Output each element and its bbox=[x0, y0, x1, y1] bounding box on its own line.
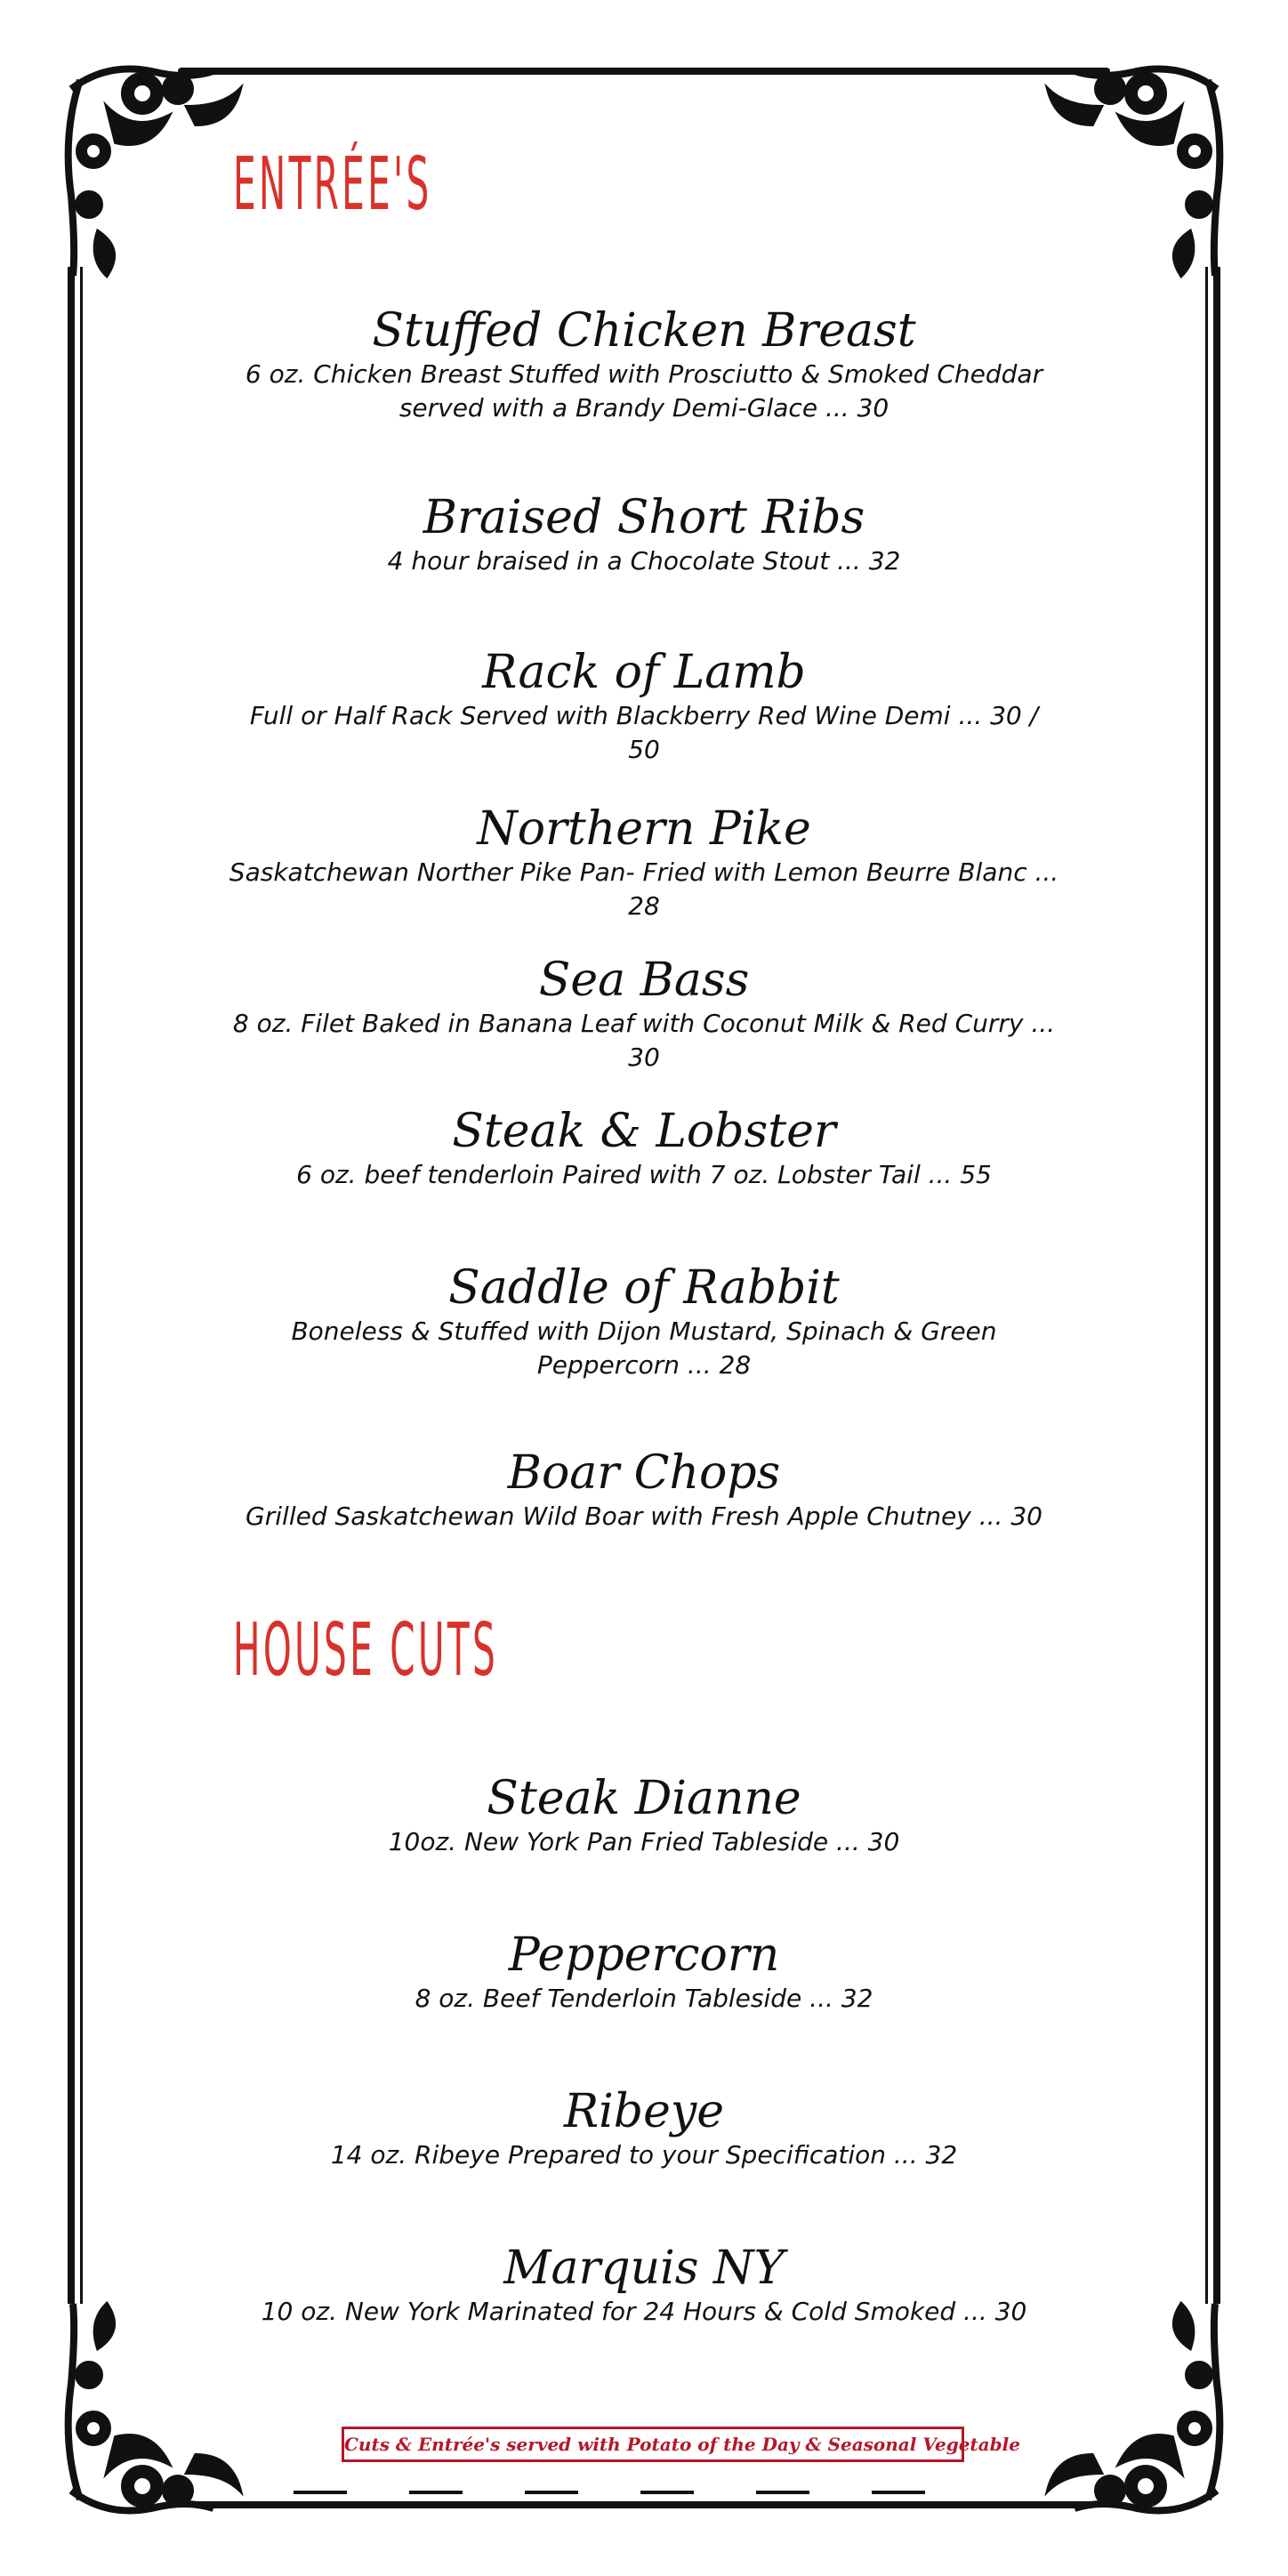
menu-item bbox=[178, 1772, 1110, 1859]
menu-item-name: Steak Dianne bbox=[487, 1772, 801, 1825]
frame-right-inner-border bbox=[1205, 267, 1208, 2304]
menu-item-name: Rack of Lamb bbox=[482, 646, 806, 699]
menu-item-name: Braised Short Ribs bbox=[423, 491, 865, 544]
menu-item-name: Peppercorn bbox=[508, 1928, 780, 1982]
floral-corner-ornament-icon bbox=[1021, 53, 1235, 285]
menu-item-description: Boneless & Stuffed with Dijon Mustard, Spinach & Green Peppercorn ... 28 bbox=[291, 1316, 997, 1380]
menu-item-name: Marquis NY bbox=[503, 2242, 785, 2295]
menu-item bbox=[178, 646, 1110, 767]
menu-item-description: Saskatchewan Norther Pike Pan- Fried with Lemon Beurre Blanc ... 28 bbox=[229, 857, 1059, 921]
section-title-house-cuts: HOUSE CUTS bbox=[233, 1608, 499, 1693]
menu-item-description: 10 oz. New York Marinated for 24 Hours & Cold Smoked ... 30 bbox=[261, 2297, 1027, 2326]
menu-item bbox=[178, 1261, 1110, 1382]
menu-item-name: Steak & Lobster bbox=[452, 1105, 836, 1158]
frame-dash bbox=[294, 2491, 347, 2494]
menu-item-description: 4 hour braised in a Chocolate Stout ... 32 bbox=[387, 546, 901, 576]
frame-dash bbox=[409, 2491, 463, 2494]
menu-item-name: Ribeye bbox=[564, 2085, 724, 2138]
footnote-sides: Cuts & Entrée's served with Potato of the Day & Seasonal Vegetable bbox=[342, 2427, 964, 2462]
menu-item-description: 14 oz. Ribeye Prepared to your Specification ... 32 bbox=[330, 2140, 958, 2169]
menu-item-description: 10oz. New York Pan Fried Tableside ... 30 bbox=[388, 1827, 900, 1856]
menu-item-name: Northern Pike bbox=[477, 802, 811, 856]
menu-item bbox=[178, 954, 1110, 1075]
menu-item-description: 6 oz. Chicken Breast Stuffed with Prosciutto & Smoked Cheddar served with a Brandy Demi-Glace ... 30 bbox=[245, 359, 1043, 423]
menu-item bbox=[178, 2242, 1110, 2329]
frame-right-border bbox=[1213, 267, 1220, 2304]
menu-item-description: 8 oz. Beef Tenderloin Tableside ... 32 bbox=[415, 1984, 873, 2013]
frame-dash bbox=[756, 2491, 809, 2494]
menu-item bbox=[178, 2085, 1110, 2172]
menu-item-name: Boar Chops bbox=[507, 1446, 781, 1500]
menu-item-description: Full or Half Rack Served with Blackberry Red Wine Demi ... 30 / 50 bbox=[249, 701, 1039, 764]
menu-item bbox=[178, 1446, 1110, 1534]
frame-dash bbox=[872, 2491, 925, 2494]
frame-bottom-border bbox=[196, 2501, 1094, 2508]
menu-item-description: 8 oz. Filet Baked in Banana Leaf with Coconut Milk & Red Curry ... 30 bbox=[232, 1009, 1056, 1072]
frame-dash bbox=[640, 2491, 694, 2494]
menu-item bbox=[178, 491, 1110, 578]
menu-item-name: Saddle of Rabbit bbox=[448, 1261, 840, 1315]
floral-corner-ornament-icon bbox=[1021, 2295, 1235, 2526]
menu-item bbox=[178, 802, 1110, 923]
frame-dash bbox=[525, 2491, 578, 2494]
menu-item bbox=[178, 1928, 1110, 2016]
menu-item bbox=[178, 304, 1110, 425]
menu-item-name: Sea Bass bbox=[538, 954, 750, 1007]
frame-left-border bbox=[68, 267, 75, 2304]
menu-item bbox=[178, 1105, 1110, 1192]
menu-item-description: Grilled Saskatchewan Wild Boar with Fresh Apple Chutney ... 30 bbox=[246, 1501, 1042, 1531]
frame-left-inner-border bbox=[80, 267, 83, 2304]
menu-item-name: Stuffed Chicken Breast bbox=[372, 304, 916, 358]
frame-top-border bbox=[178, 68, 1110, 75]
floral-corner-ornament-icon bbox=[53, 2295, 267, 2526]
section-title-entrees: ENTRÉE'S bbox=[233, 142, 432, 227]
menu-item-description: 6 oz. beef tenderloin Paired with 7 oz. Lobster Tail ... 55 bbox=[296, 1160, 992, 1189]
